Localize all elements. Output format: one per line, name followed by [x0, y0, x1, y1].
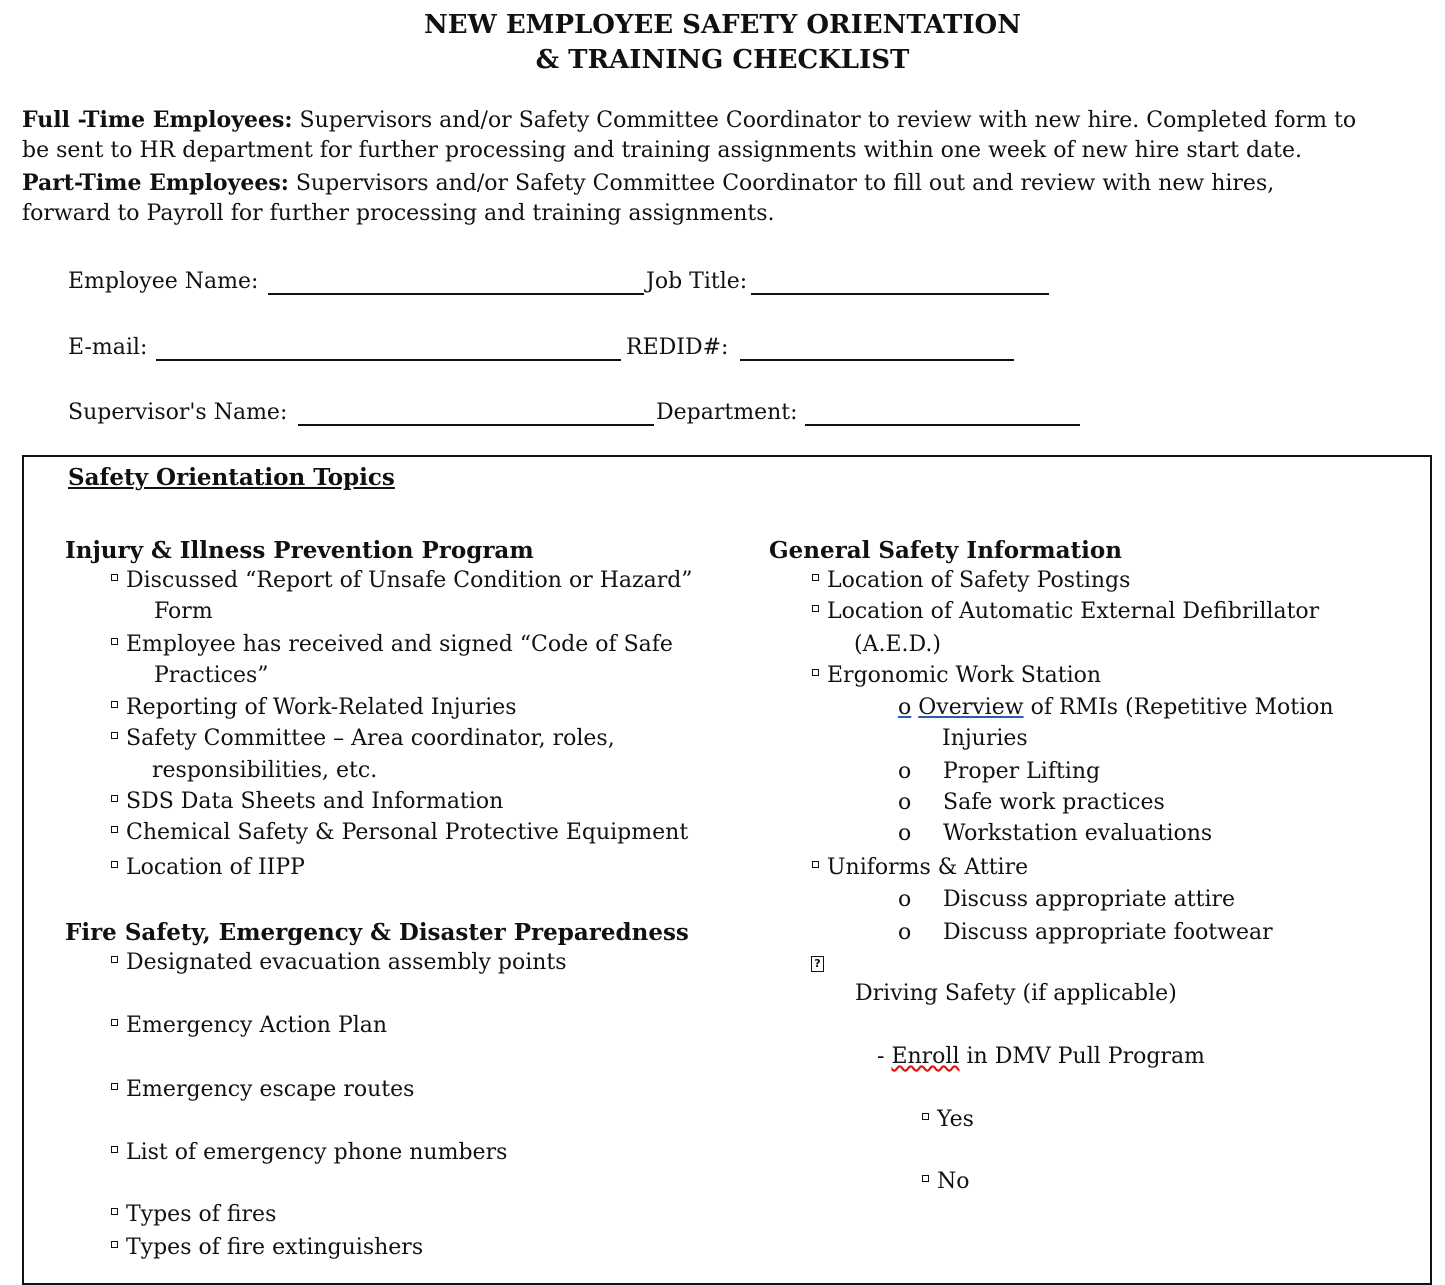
checkbox-dmv-no[interactable]	[922, 1175, 929, 1182]
checkbox-uniforms[interactable]	[812, 861, 819, 868]
full-time-line1	[22, 109, 1356, 132]
ergo-sub4-marker: o	[898, 821, 912, 846]
ergo-sub2: Proper Lifting	[943, 759, 1101, 784]
ergo-sub3-marker: o	[898, 790, 912, 815]
enroll-dash: -	[877, 1044, 885, 1069]
general-safety-heading: General Safety Information	[769, 537, 1122, 564]
part-time-line2: forward to Payroll for further processing and training assignments.	[22, 201, 775, 226]
fire-item-4: List of emergency phone numbers	[126, 1140, 508, 1165]
uniforms-sub2-marker: o	[898, 920, 912, 945]
checkbox-aed[interactable]	[812, 605, 819, 612]
supervisor-name-field[interactable]	[298, 424, 654, 426]
uniforms-sub1: Discuss appropriate attire	[943, 887, 1236, 912]
checkbox-iipp-safety-committee[interactable]	[111, 732, 118, 739]
checkbox-fire-phone-numbers[interactable]	[111, 1146, 118, 1153]
ergo-sub1-line2: Injuries	[942, 726, 1028, 751]
email-field[interactable]	[156, 359, 621, 361]
ergo-sub1-rest: of RMIs (Repetitive Motion	[1030, 695, 1334, 720]
dmv-no-label: No	[937, 1169, 970, 1194]
fire-item-1: Designated evacuation assembly points	[126, 950, 567, 975]
employee-name-field[interactable]	[268, 293, 644, 295]
checkbox-iipp-reporting-injuries[interactable]	[111, 701, 118, 708]
iipp-heading: Injury & Illness Prevention Program	[65, 537, 534, 564]
checkbox-dmv-yes[interactable]	[922, 1113, 929, 1120]
iipp-item-7: Location of IIPP	[126, 855, 305, 880]
full-time-line2: be sent to HR department for further processing and training assignments within one week of new hire start date.	[22, 138, 1303, 163]
general-item-postings: Location of Safety Postings	[827, 568, 1131, 593]
job-title-label: Job Title:	[646, 269, 748, 294]
iipp-item-1-line2: Form	[154, 599, 213, 624]
checkbox-iipp-report-unsafe[interactable]	[111, 574, 118, 581]
enroll-dmv-line	[877, 1046, 1205, 1068]
checkbox-fire-escape-routes[interactable]	[111, 1083, 118, 1090]
checkbox-driving-safety[interactable]: ?	[811, 956, 824, 972]
enroll-rest: in DMV Pull Program	[966, 1044, 1205, 1069]
checkbox-fire-assembly-points[interactable]	[111, 956, 118, 963]
ergo-sub1-word: Overview	[918, 695, 1024, 720]
redid-label: REDID#:	[626, 335, 729, 360]
checkbox-fire-extinguishers[interactable]	[111, 1241, 118, 1248]
ergo-sub3: Safe work practices	[943, 790, 1165, 815]
general-item-ergonomic: Ergonomic Work Station	[827, 663, 1102, 688]
employee-name-label: Employee Name:	[68, 269, 259, 294]
department-label: Department:	[656, 400, 798, 425]
general-item-driving: Driving Safety (if applicable)	[855, 981, 1177, 1006]
email-label: E-mail:	[68, 335, 148, 360]
iipp-item-6: Chemical Safety & Personal Protective Equipment	[126, 820, 689, 845]
checkbox-ergonomic[interactable]	[812, 669, 819, 676]
job-title-field[interactable]	[751, 293, 1049, 295]
enroll-word: Enroll	[891, 1044, 960, 1069]
checkbox-iipp-code-of-safe-practices[interactable]	[111, 638, 118, 645]
checkbox-iipp-sds[interactable]	[111, 795, 118, 802]
full-time-label: Full -Time Employees:	[22, 107, 293, 133]
iipp-item-5: SDS Data Sheets and Information	[126, 789, 504, 814]
checkbox-fire-action-plan[interactable]	[111, 1019, 118, 1026]
redid-field[interactable]	[740, 359, 1014, 361]
fire-item-2: Emergency Action Plan	[126, 1013, 388, 1038]
checkbox-safety-postings[interactable]	[812, 574, 819, 581]
iipp-item-4-line2: responsibilities, etc.	[152, 758, 378, 783]
uniforms-sub1-marker: o	[898, 887, 912, 912]
general-item-aed-line1: Location of Automatic External Defibrillator	[827, 599, 1320, 624]
fire-item-5: Types of fires	[126, 1202, 277, 1227]
dmv-yes-label: Yes	[937, 1107, 974, 1132]
general-item-uniforms: Uniforms & Attire	[827, 855, 1029, 880]
full-time-text: Supervisors and/or Safety Committee Coordinator to review with new hire. Completed form to	[299, 108, 1357, 133]
iipp-item-4-line1: Safety Committee – Area coordinator, roles,	[126, 726, 615, 751]
ergo-sub1-marker: o	[898, 695, 912, 720]
document-title-line1: NEW EMPLOYEE SAFETY ORIENTATION	[424, 10, 1021, 40]
part-time-text: Supervisors and/or Safety Committee Coordinator to fill out and review with new hires,	[295, 171, 1275, 196]
part-time-line1	[22, 172, 1274, 195]
topics-title: Safety Orientation Topics	[68, 464, 395, 491]
iipp-item-1-line1: Discussed “Report of Unsafe Condition or Hazard”	[126, 568, 693, 593]
checkbox-iipp-location[interactable]	[111, 861, 118, 868]
part-time-label: Part-Time Employees:	[22, 170, 289, 196]
checkbox-iipp-chemical-safety[interactable]	[111, 826, 118, 833]
supervisor-name-label: Supervisor's Name:	[68, 400, 288, 425]
document-title-line2: & TRAINING CHECKLIST	[535, 45, 910, 75]
ergo-sub4: Workstation evaluations	[943, 821, 1213, 846]
iipp-item-3: Reporting of Work-Related Injuries	[126, 695, 517, 720]
ergo-sub2-marker: o	[898, 759, 912, 784]
ergo-sub1-line1	[898, 697, 1334, 719]
fire-item-3: Emergency escape routes	[126, 1077, 415, 1102]
general-item-aed-line2: (A.E.D.)	[854, 632, 941, 657]
department-field[interactable]	[805, 424, 1080, 426]
checkbox-fire-types[interactable]	[111, 1208, 118, 1215]
fire-item-6: Types of fire extinguishers	[126, 1235, 424, 1260]
fire-heading: Fire Safety, Emergency & Disaster Preparedness	[65, 919, 689, 946]
iipp-item-2-line1: Employee has received and signed “Code of Safe	[126, 632, 673, 657]
iipp-item-2-line2: Practices”	[154, 663, 269, 688]
uniforms-sub2: Discuss appropriate footwear	[943, 920, 1273, 945]
